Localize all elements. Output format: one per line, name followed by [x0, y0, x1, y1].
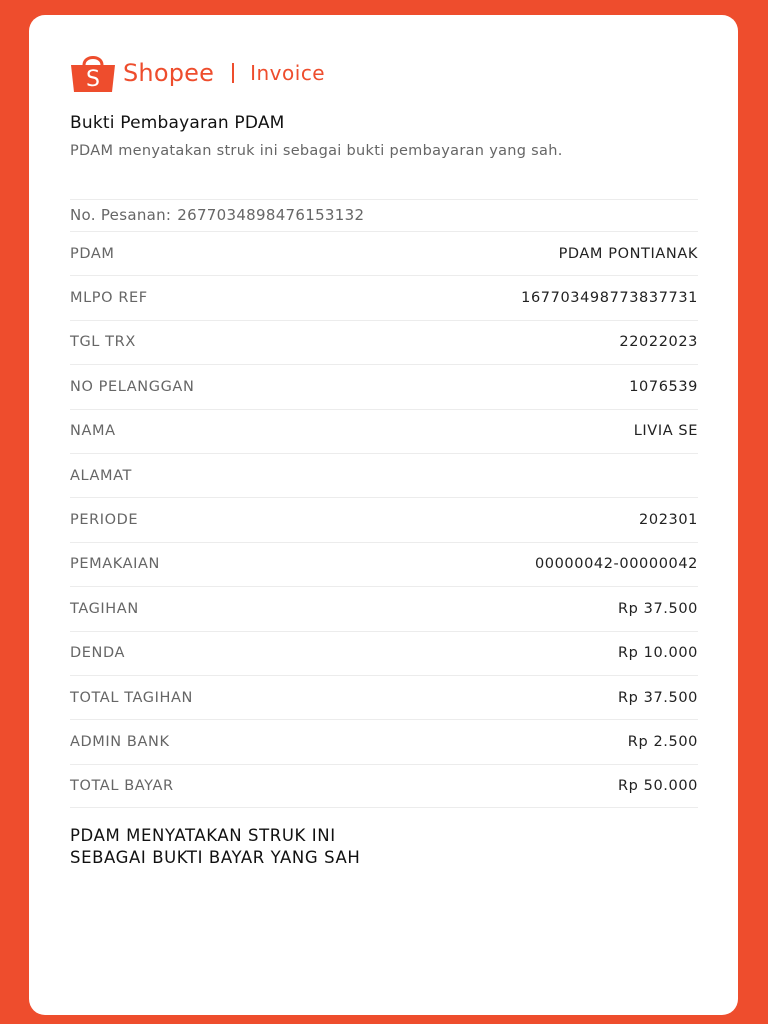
- invoice-card: [29, 15, 738, 1015]
- receipt-details: [70, 231, 698, 808]
- detail-row-total-bayar: [70, 764, 698, 808]
- detail-row-admin-bank: [70, 719, 698, 763]
- row-value: Rp 2.500: [627, 733, 698, 750]
- detail-row-total-tagihan: [70, 675, 698, 719]
- footer-line: SEBAGAI BUKTI BAYAR YANG SAH: [70, 848, 361, 867]
- row-label: PEMAKAIAN: [70, 556, 160, 573]
- row-value: 00000042-00000042: [534, 556, 698, 573]
- row-label: TOTAL BAYAR: [70, 777, 174, 794]
- row-label: TGL TRX: [70, 334, 136, 351]
- row-label: NO PELANGGAN: [70, 378, 195, 395]
- row-label: MLPO REF: [70, 290, 148, 307]
- row-value: PDAM PONTIANAK: [558, 245, 698, 262]
- shopee-bag-icon: [69, 53, 117, 93]
- receipt-subtitle: PDAM menyatakan struk ini sebagai bukti pembayaran yang sah.: [70, 143, 563, 159]
- detail-row-pdam: [70, 231, 698, 275]
- row-label: TOTAL TAGIHAN: [70, 689, 193, 706]
- receipt-title: Bukti Pembayaran PDAM: [70, 113, 285, 133]
- row-label: ALAMAT: [70, 467, 133, 484]
- invoice-header: [69, 53, 325, 93]
- row-value: Rp 37.500: [617, 600, 698, 617]
- detail-row-alamat: [70, 453, 698, 497]
- row-label: DENDA: [70, 645, 126, 662]
- row-label: TAGIHAN: [70, 600, 139, 617]
- row-value: LIVIA SE: [633, 423, 698, 440]
- detail-row-denda: [70, 631, 698, 675]
- row-value: Rp 10.000: [617, 645, 698, 662]
- section-label: Invoice: [250, 61, 326, 85]
- row-label: ADMIN BANK: [70, 733, 170, 750]
- logo-letter: S: [86, 67, 100, 92]
- header-divider: [232, 63, 234, 83]
- row-value: Rp 37.500: [617, 689, 698, 706]
- row-value: Rp 50.000: [617, 777, 698, 794]
- order-number: 2677034898476153132: [177, 206, 365, 224]
- detail-row-periode: [70, 497, 698, 541]
- row-value: 202301: [639, 512, 698, 529]
- order-label: No. Pesanan:: [70, 206, 172, 224]
- row-value: 22022023: [619, 334, 698, 351]
- row-label: PERIODE: [70, 512, 139, 529]
- footer-line: PDAM MENYATAKAN STRUK INI: [70, 826, 336, 845]
- detail-row-mlpo-ref: [70, 275, 698, 319]
- row-label: PDAM: [70, 245, 115, 262]
- detail-row-nama: [70, 409, 698, 453]
- brand-name: Shopee: [123, 59, 215, 87]
- detail-row-no-pelanggan: [70, 364, 698, 408]
- receipt-footer-note: [70, 825, 698, 869]
- detail-row-tagihan: [70, 586, 698, 630]
- row-value: 167703498773837731: [521, 290, 698, 307]
- row-label: NAMA: [70, 423, 116, 440]
- detail-row-pemakaian: [70, 542, 698, 586]
- detail-row-tgl-trx: [70, 320, 698, 364]
- row-value: 1076539: [629, 378, 698, 395]
